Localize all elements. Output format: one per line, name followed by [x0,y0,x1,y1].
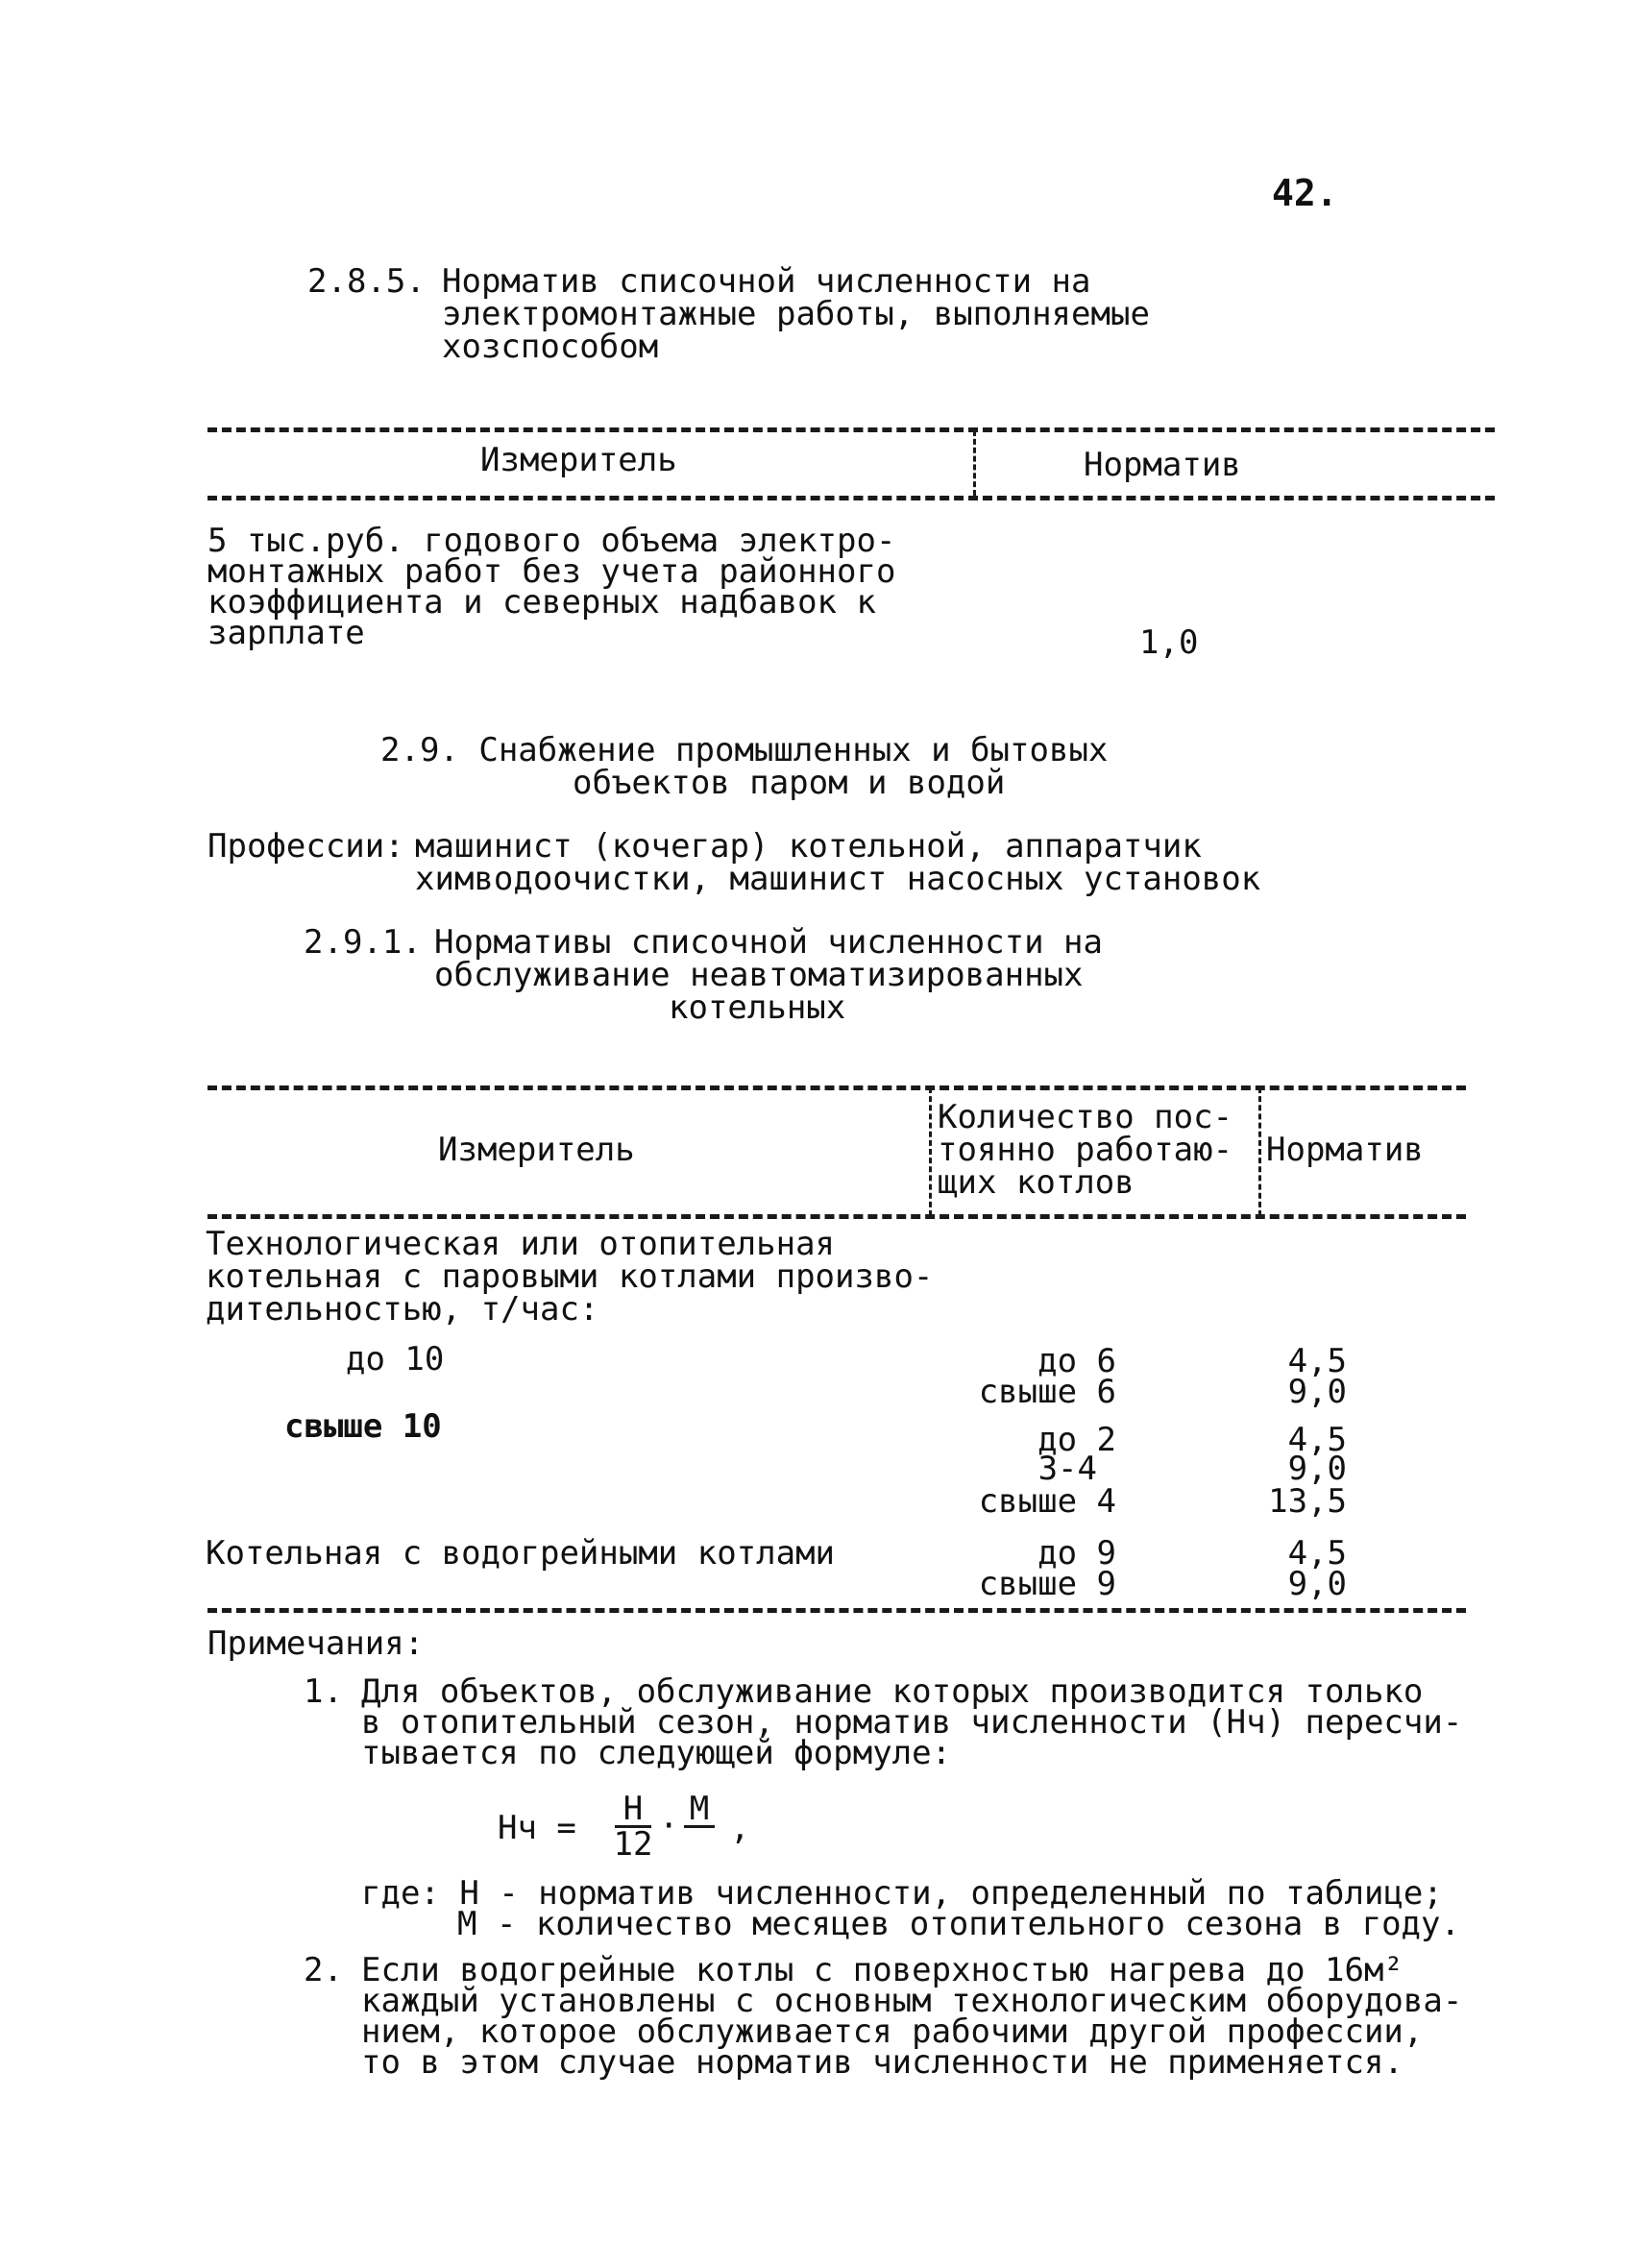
section-title-line: обслуживание неавтоматизированных [434,956,1084,994]
formula-tail: , [730,1809,750,1847]
table-rule [207,1085,1466,1090]
qty-cell: до 9 [1037,1534,1116,1573]
column-divider [1258,1087,1261,1216]
section-title: 2.9. Снабжение промышленных и бытовых [380,731,1109,769]
table-row-text: зарплате [207,614,365,652]
formula-numerator: М [689,1790,710,1828]
note-text: то в этом случае норматив численности не применяется. [361,2043,1403,2082]
table-rule [207,1608,1466,1613]
table-row-text: коэффициента и северных надбавок к [207,583,876,622]
qty-cell: до 6 [1037,1342,1116,1380]
table-row-text: монтажных работ без учета районного [207,552,896,591]
note-text: тывается по следующей формуле: [361,1734,952,1772]
table-header-qty: тоянно работаю- [938,1131,1233,1169]
formula-denominator: 12 [613,1825,653,1864]
norm-cell: 4,5 [1287,1534,1347,1573]
section-title: объектов паром и водой [573,764,1006,802]
section-title-line: котельных [669,988,846,1027]
where-text: М - количество месяцев отопительного сезона в году. [457,1905,1460,1943]
norm-cell: 9,0 [1287,1373,1347,1411]
section-number: 2.8.5. [307,262,426,301]
group-label: дительностью, т/час: [206,1290,599,1329]
subgroup-label: свыше 10 [284,1407,442,1446]
column-divider [973,430,976,496]
where-text: где: Н - норматив численности, определенный по таблице; [361,1874,1443,1913]
group-label: Котельная с водогрейными котлами [206,1534,836,1573]
section-title-line: хозспособом [442,328,659,366]
qty-cell: свыше 9 [978,1565,1116,1603]
qty-cell: свыше 4 [978,1482,1116,1521]
section-title-line: Нормативы списочной численности на [434,923,1103,962]
subgroup-label: до 10 [346,1340,445,1378]
group-label: котельная с паровыми котлами произво- [206,1257,934,1296]
table-header-norm: Норматив [1084,446,1241,484]
note-text: нием, которое обслуживается рабочими другой профессии, [361,2012,1424,2051]
profession-label: Профессии: [207,827,404,866]
note-number: 2. [304,1951,343,1989]
norm-cell: 9,0 [1287,1450,1347,1488]
note-text: Если водогрейные котлы с поверхностью нагрева до 16м² [361,1951,1403,1989]
formula-lhs: Нч = [498,1809,576,1847]
table-rule [207,496,1495,500]
section-title-line: электромонтажные работы, выполняемые [442,295,1150,333]
table-row-value: 1,0 [1139,623,1199,662]
qty-cell: 3-4 [1037,1450,1097,1488]
group-label: Технологическая или отопительная [206,1225,836,1263]
formula-operator: · [659,1807,679,1845]
page-number: 42. [1272,172,1338,214]
profession-text: химводоочистки, машинист насосных установок [415,860,1261,898]
table-header-qty: Количество пос- [938,1098,1233,1136]
norm-cell: 4,5 [1287,1342,1347,1380]
note-text: Для объектов, обслуживание которых производится только [361,1672,1424,1711]
notes-title: Примечания: [207,1624,425,1663]
norm-cell: 9,0 [1287,1565,1347,1603]
table-rule [207,427,1495,432]
table-header-measure: Измеритель [438,1131,635,1169]
table-row-text: 5 тыс.руб. годового объема электро- [207,522,896,560]
table-header-norm: Норматив [1266,1131,1424,1169]
formula-numerator: Н [622,1790,644,1828]
note-number: 1. [304,1672,343,1711]
qty-cell: свыше 6 [978,1373,1116,1411]
profession-text: машинист (кочегар) котельной, аппаратчик [415,827,1202,866]
note-text: каждый установлены с основным технологическим оборудова- [361,1982,1463,2020]
column-divider [929,1087,932,1216]
formula-fraction-2 [680,1792,719,1828]
table-rule [207,1214,1466,1219]
table-header-qty: щих котлов [938,1163,1135,1202]
qty-cell: до 2 [1037,1421,1116,1459]
norm-cell: 13,5 [1268,1482,1347,1521]
table-header-measure: Измеритель [480,441,677,479]
norm-cell: 4,5 [1287,1421,1347,1459]
section-number: 2.9.1. [304,923,422,962]
section-title-line: Норматив списочной численности на [442,262,1091,301]
formula-fraction-1 [611,1790,655,1864]
note-text: в отопительный сезон, норматив численности (Нч) пересчи- [361,1703,1463,1742]
